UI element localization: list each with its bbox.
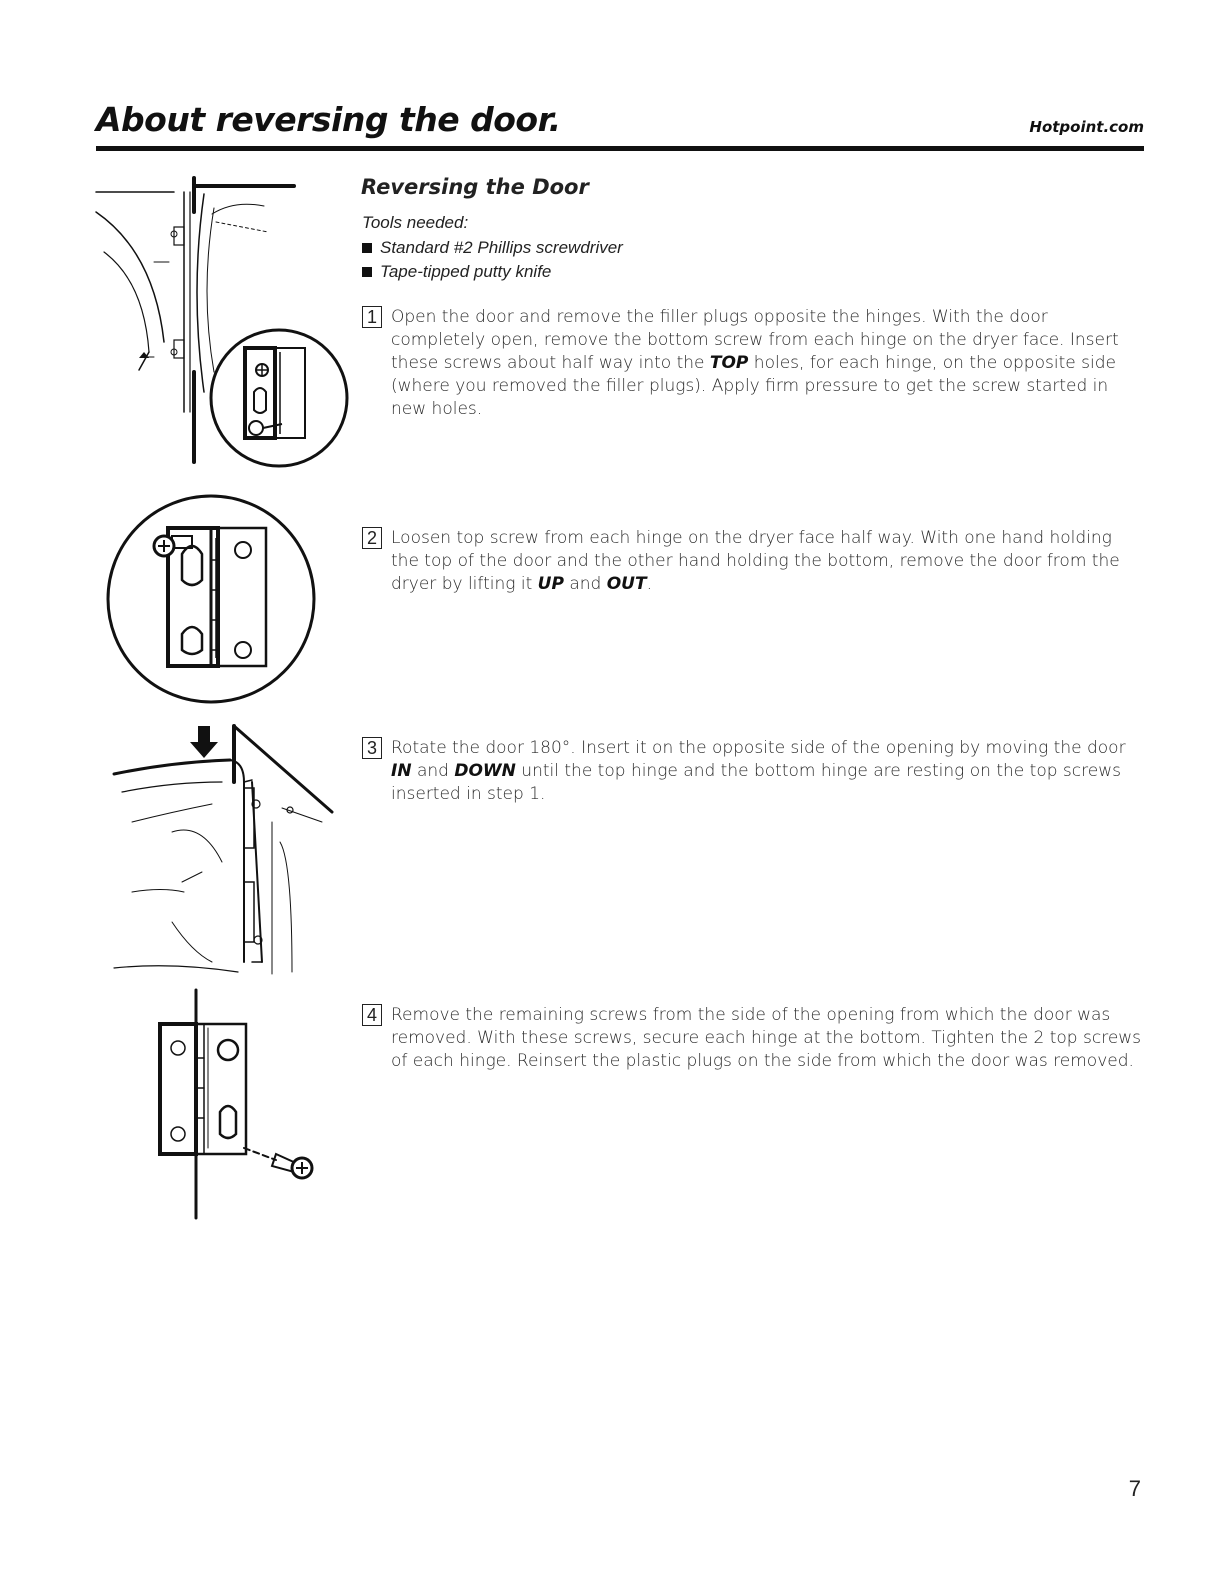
tools-list: [362, 236, 623, 284]
down-arrow-icon: [190, 726, 218, 758]
step-text: Remove the remaining screws from the side of the opening from which the door was removed. With these screws, secure each hinge at the bottom. Tighten the 2 top screws of each hinge. Reinsert the plastic plugs on the side from which the door was removed.: [391, 1005, 1142, 1071]
square-bullet-icon: [362, 243, 372, 253]
tool-item: [362, 236, 623, 260]
emphasis: OUT: [606, 574, 647, 594]
emphasis: IN: [391, 761, 412, 781]
page-title: About reversing the door.: [96, 100, 561, 139]
step-3: [362, 737, 1142, 806]
dryer-door-hinges-illustration: [94, 172, 362, 472]
step-2: [362, 527, 1142, 596]
section-heading: Reversing the Door: [361, 175, 589, 199]
tool-item: [362, 260, 623, 284]
page-number: 7: [1128, 1476, 1141, 1501]
step-number: 3: [362, 737, 382, 759]
site-url: Hotpoint.com: [1029, 118, 1144, 136]
step-number: 2: [362, 527, 382, 549]
emphasis: TOP: [709, 353, 749, 373]
hinge-closeup-illustration: [104, 494, 318, 704]
tools-label: Tools needed:: [362, 213, 469, 232]
title-rule: [96, 146, 1144, 151]
door-insertion-illustration: [112, 722, 338, 984]
step-4: [362, 1004, 1142, 1073]
step-number: 4: [362, 1004, 382, 1026]
step-1: [362, 306, 1142, 421]
step-text: Open the door and remove the filler plugs opposite the hinges. With the door completely open, remove the bottom screw from each hinge on the dryer face. Insert these screws about half way into the TOP holes, for each hinge, on the opposite side (where you removed the filler plugs). Apply firm pressure to get the screw started in new holes.: [391, 307, 1119, 419]
step-text: Loosen top screw from each hinge on the dryer face half way. With one hand holding the top of the door and the other hand holding the bottom, remove the door from the dryer by lifting it UP and OUT.: [391, 528, 1120, 594]
step-text: Rotate the door 180°. Insert it on the opposite side of the opening by moving the door IN and DOWN until the top hinge and the bottom hinge are resting on the top screws inserted in step 1.: [391, 738, 1126, 804]
square-bullet-icon: [362, 267, 372, 277]
step-number: 1: [362, 306, 382, 328]
tool-item-label: Tape-tipped putty knife: [380, 262, 552, 281]
hinge-screw-illustration: [148, 988, 320, 1220]
emphasis: UP: [537, 574, 564, 594]
emphasis: DOWN: [454, 761, 516, 781]
tool-item-label: Standard #2 Phillips screwdriver: [380, 238, 623, 257]
